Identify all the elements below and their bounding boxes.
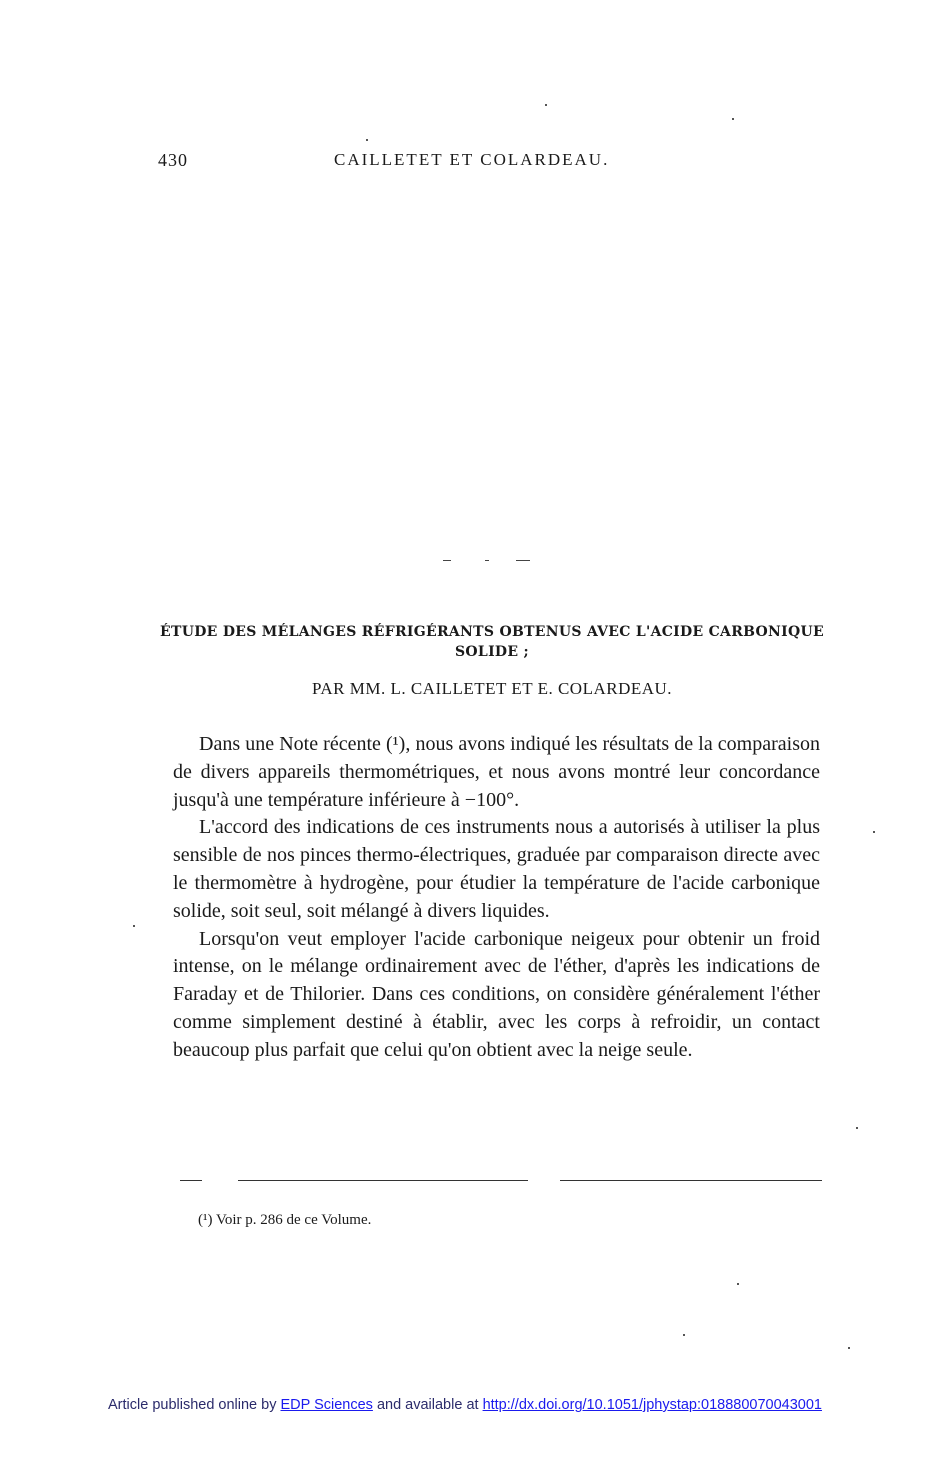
scan-speck bbox=[873, 831, 875, 833]
scan-speck bbox=[856, 1127, 858, 1129]
paragraph: Dans une Note récente (¹), nous avons indiqué les résultats de la comparaison de divers appareils thermométriques, et nous avons montré leur concordance jusqu'à une température inférieure à −100°. bbox=[173, 733, 820, 811]
footnote: (¹) Voir p. 286 de ce Volume. bbox=[198, 1212, 372, 1228]
running-head bbox=[158, 150, 818, 174]
article-title: ÉTUDE DES MÉLANGES RÉFRIGÉRANTS OBTENUS AVEC L'ACIDE CARBONIQUE SOLIDE ; bbox=[160, 624, 824, 660]
article-body bbox=[173, 731, 820, 1065]
page-number: 430 bbox=[158, 150, 188, 170]
paragraph: Lorsqu'on veut employer l'acide carbonique neigeux pour obtenir un froid intense, on le mélange ordinairement avec de l'éther, d'après les indications de Faraday et de Thilorier. Dans ces conditions, on considère généralement l'éther comme simplement destiné à établir, avec les corps à refroidir, un contact beaucoup plus parfait que celui qu'on obtient avec la neige seule. bbox=[173, 927, 820, 1061]
separator-rule bbox=[440, 560, 540, 564]
doi-link[interactable]: http://dx.doi.org/10.1051/jphystap:018880070043001 bbox=[482, 1397, 822, 1413]
credit-prefix: Article published online by bbox=[108, 1397, 277, 1413]
paragraph: L'accord des indications de ces instruments nous a autorisés à utiliser la plus sensible de nos pinces thermo-électriques, graduée par comparaison directe avec le thermomètre à hydrogène, pour étudier la température de l'acide carbonique solide, soit seul, soit mélangé à divers liquides. bbox=[173, 816, 820, 922]
byline: PAR MM. L. CAILLETET ET E. COLARDEAU. bbox=[311, 679, 673, 698]
footnote-rule bbox=[180, 1180, 822, 1182]
credit-middle: and available at bbox=[376, 1397, 479, 1413]
scan-speck bbox=[545, 104, 547, 106]
scan-speck bbox=[133, 925, 135, 927]
scan-speck bbox=[732, 118, 734, 120]
publisher-link[interactable]: EDP Sciences bbox=[280, 1397, 373, 1413]
publication-credit bbox=[0, 1397, 930, 1413]
scan-speck bbox=[848, 1347, 850, 1349]
scan-speck bbox=[366, 139, 368, 141]
scan-speck bbox=[737, 1283, 739, 1285]
scan-speck bbox=[683, 1334, 685, 1336]
running-title: CAILLETET ET COLARDEAU. bbox=[334, 150, 610, 169]
